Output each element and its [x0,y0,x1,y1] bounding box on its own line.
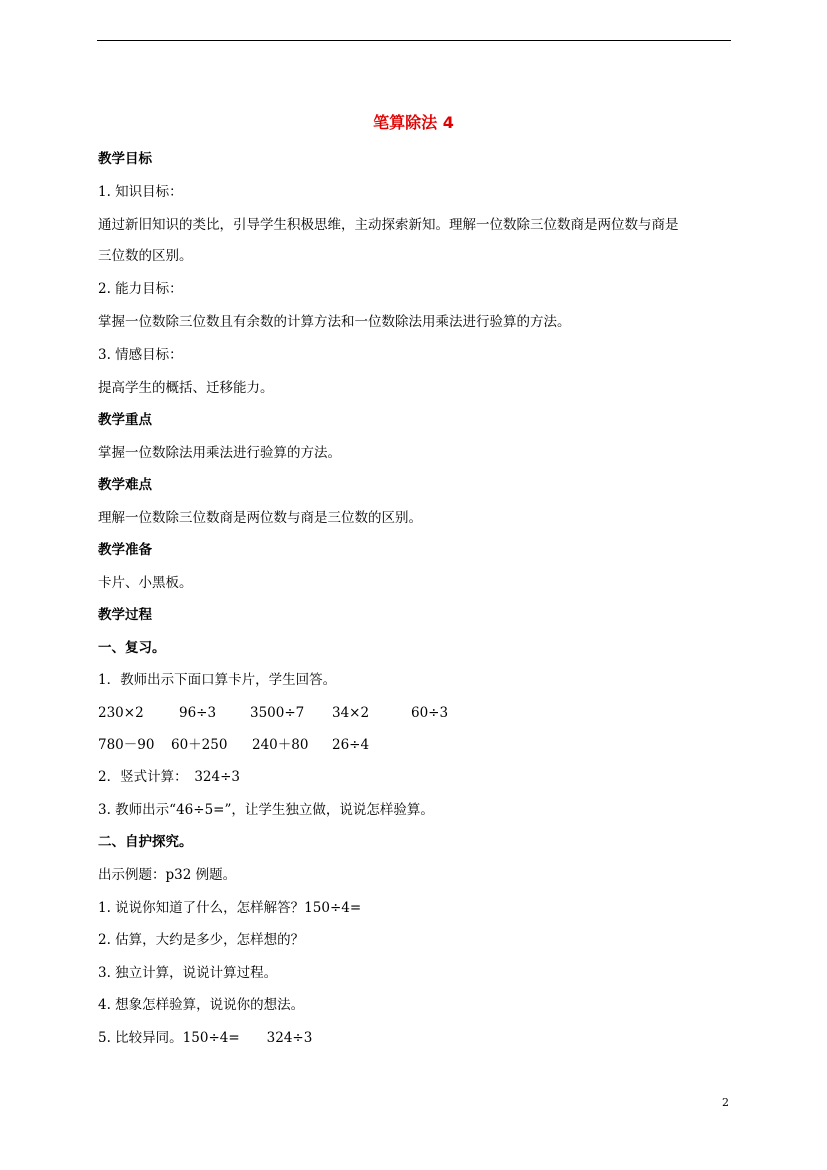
review-heading: 一、复习。 [98,640,166,656]
oral-card: 240＋80 [252,737,309,753]
oral-card: 96÷3 [179,705,217,721]
page-number: 2 [722,1096,729,1109]
difficulty-heading: 教学难点 [98,477,152,493]
oral-card: 780－90 [98,737,155,753]
oral-card: 26÷4 [332,737,370,753]
difficulty-text: 理解一位数除三位数商是两位数与商是三位数的区别。 [98,510,422,526]
review-item2: 2．竖式计算： 324÷3 [98,769,241,785]
header-rule [97,40,731,41]
review-item3: 3. 教师出示“46÷5=”，让学生独立做，说说怎样验算。 [98,802,434,818]
objective3-text: 提高学生的概括、迁移能力。 [98,380,274,396]
objectives-heading: 教学目标 [98,151,152,167]
objective1-label: 1. 知识目标： [98,184,183,200]
document-title: 笔算除法 4 [373,113,454,132]
explore-heading: 二、自护探究。 [98,834,193,850]
keypoint-text: 掌握一位数除法用乘法进行验算的方法。 [98,445,341,461]
explore-item3: 3. 独立计算，说说计算过程。 [98,965,278,981]
preparation-text: 卡片、小黑板。 [98,575,193,591]
objective3-label: 3. 情感目标： [98,347,183,363]
oral-card: 3500÷7 [250,705,305,721]
oral-card: 60＋250 [171,737,228,753]
explore-item2: 2. 估算，大约是多少，怎样想的？ [98,932,305,948]
oral-card: 230×2 [98,705,144,721]
keypoint-heading: 教学重点 [98,412,152,428]
explore-item5: 5. 比较异同。150÷4= 324÷3 [98,1030,313,1046]
explore-intro: 出示例题：p32 例题。 [98,867,237,883]
process-heading: 教学过程 [98,607,152,623]
objective2-label: 2. 能力目标： [98,281,183,297]
preparation-heading: 教学准备 [98,542,152,558]
explore-item4: 4. 想象怎样验算，说说你的想法。 [98,997,305,1013]
oral-card: 60÷3 [411,705,449,721]
review-item1: 1．教师出示下面口算卡片，学生回答。 [98,672,337,688]
objective1-text-line2: 三位数的区别。 [98,248,193,264]
objective1-text-line1: 通过新旧知识的类比，引导学生积极思维，主动探索新知。理解一位数除三位数商是两位数与商是 [98,217,679,233]
objective2-text: 掌握一位数除三位数且有余数的计算方法和一位数除法用乘法进行验算的方法。 [98,314,571,330]
explore-item1: 1. 说说你知道了什么，怎样解答？150÷4= [98,900,362,916]
oral-card: 34×2 [332,705,370,721]
